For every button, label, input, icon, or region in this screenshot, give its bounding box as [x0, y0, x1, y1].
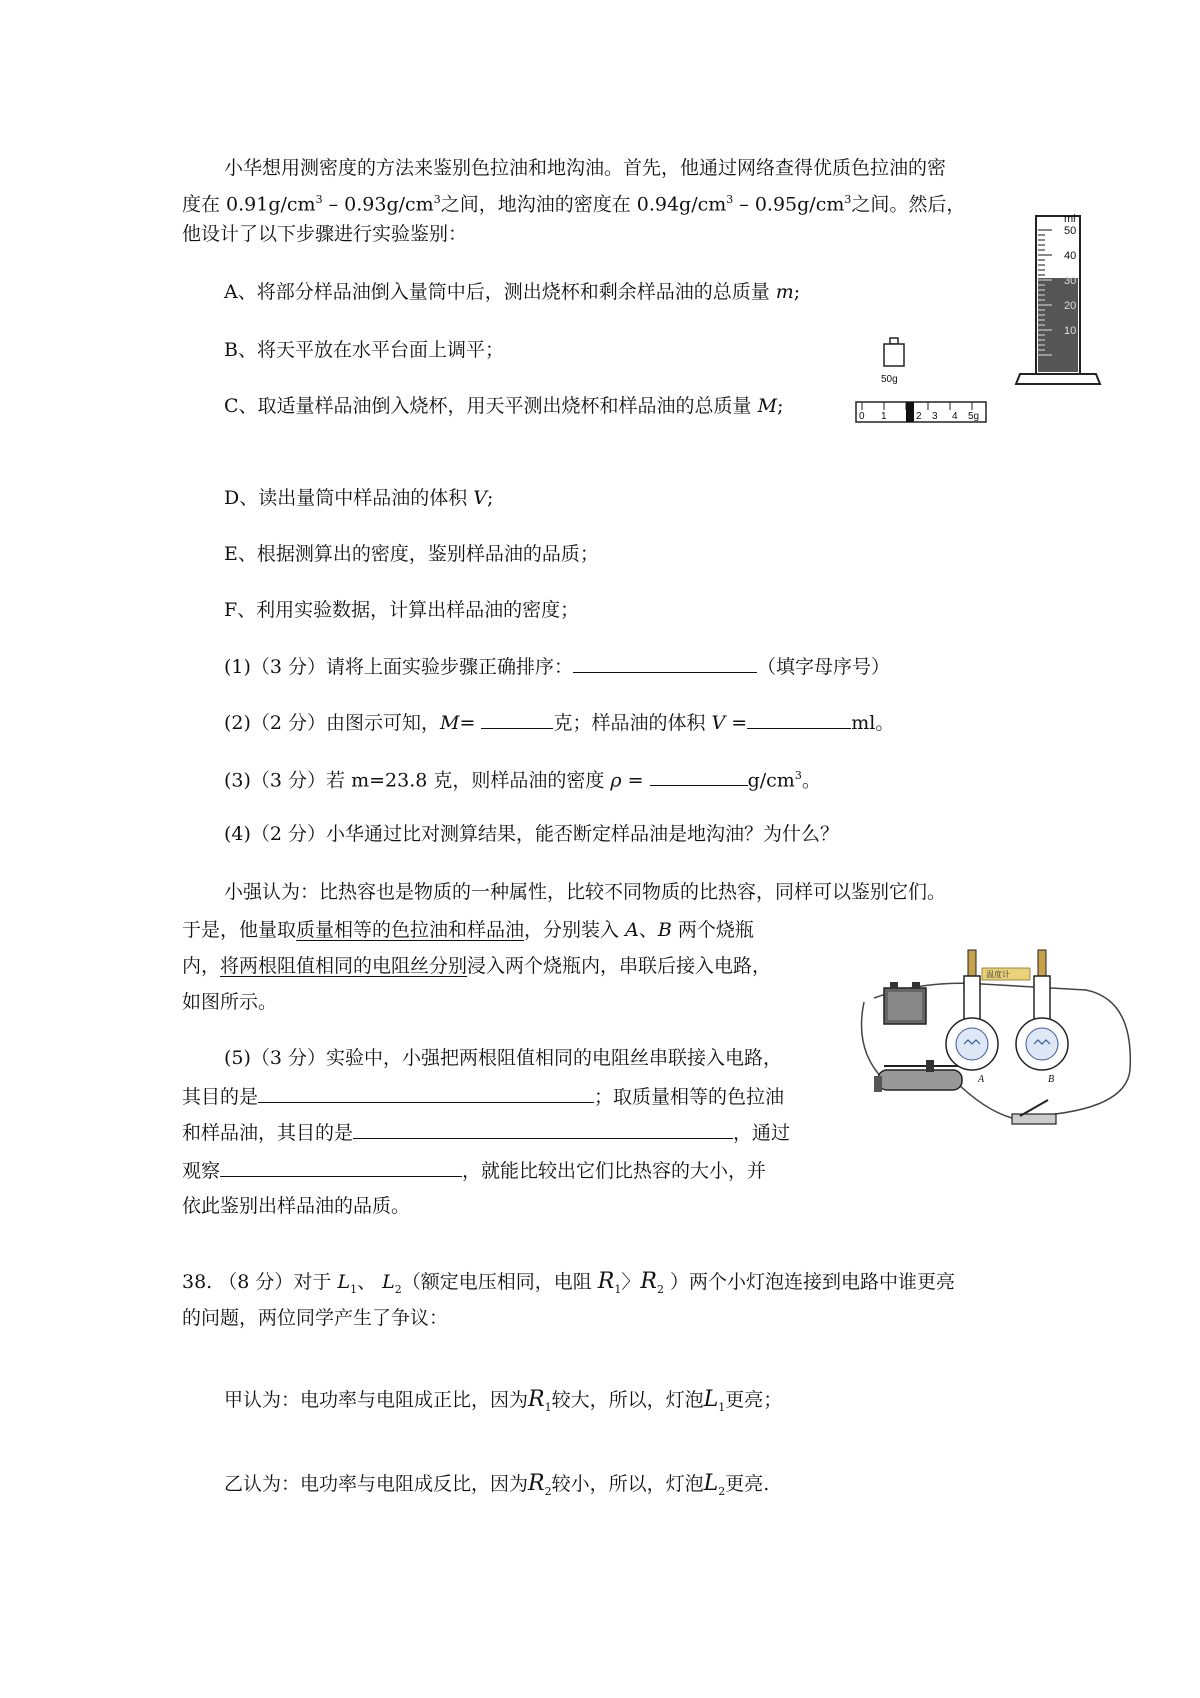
question-1	[224, 654, 890, 679]
variable-V: V	[711, 712, 726, 734]
step-c	[224, 394, 783, 418]
tick-label: 20	[1064, 300, 1077, 312]
q38-text: 38. （8 分）对于	[182, 1271, 338, 1293]
subscript: 2	[718, 1484, 726, 1498]
q38-text: （额定电压相同，电阻	[401, 1271, 598, 1293]
density-range-end: 之间。然后，	[851, 193, 966, 216]
battery-icon	[884, 982, 926, 1024]
answer-blank-volume[interactable]	[747, 710, 851, 729]
tick-label: 10	[1064, 325, 1077, 337]
para2-text: 两个烧瓶	[671, 919, 754, 941]
cylinder-unit-label: ml	[1064, 213, 1076, 225]
answer-blank-1[interactable]	[573, 654, 757, 673]
thermometer-label: 温度计	[986, 970, 1010, 979]
para2-text: 内，	[182, 955, 221, 977]
symbol-R: R	[597, 1269, 615, 1294]
para2-text-1: 小强认为：比热容也是物质的一种属性，比较不同物质的比热容，同样可以鉴别它们。	[224, 881, 947, 903]
q38-line-2	[182, 1306, 448, 1330]
para2-line-2	[182, 918, 754, 942]
symbol-R: R	[640, 1269, 657, 1294]
step-d-text: D、读出量筒中样品油的体积	[224, 487, 474, 509]
para2-line-3	[182, 954, 771, 978]
slider-rider	[906, 402, 914, 422]
para2-text: 如图所示。	[182, 991, 278, 1013]
step-b-text: B、将天平放在水平台面上调平；	[224, 339, 504, 361]
question-2-mid: 克；样品油的体积	[553, 712, 712, 734]
scale-label: 0	[859, 411, 865, 422]
circuit-figure	[834, 940, 1148, 1172]
question-2-text: (2)（2 分）由图示可知，	[224, 712, 441, 734]
q5-text: 其目的是	[182, 1086, 259, 1108]
density-range-start: 度在 0.91g/cm	[182, 193, 316, 216]
subscript: 2	[394, 1282, 402, 1296]
variable-M: M	[757, 395, 778, 417]
q5-line-1	[224, 1046, 782, 1070]
yi-statement	[224, 1472, 769, 1504]
step-c-text: C、取适量样品油倒入烧杯，用天平测出烧杯和样品油的总质量	[224, 395, 758, 417]
q5-text: 和样品油，其目的是	[182, 1122, 354, 1144]
scale-label: 3	[932, 411, 938, 422]
flask-a-caption: A	[978, 1074, 985, 1085]
symbol-R: R	[528, 1471, 545, 1496]
q5-text: 依此鉴别出样品油的品质。	[182, 1195, 411, 1217]
symbol-L: L	[703, 1471, 719, 1496]
question-3-text: (3)（3 分）若 m=23.8 克，则样品油的密度	[224, 769, 611, 792]
question-4	[224, 822, 839, 846]
q38-text: ）两个小灯泡连接到电路中谁更亮	[663, 1271, 955, 1293]
jia-statement	[224, 1388, 782, 1420]
scale-label: 5g	[968, 411, 980, 422]
step-e	[224, 542, 599, 566]
subscript: 2	[544, 1484, 552, 1498]
step-d	[224, 486, 493, 510]
symbol-L: L	[382, 1271, 395, 1293]
punctuation: ;	[777, 395, 784, 417]
step-f-text: F、利用实验数据，计算出样品油的密度；	[224, 599, 580, 621]
question-4-text: (4)（2 分）小华通过比对测算结果，能否断定样品油是地沟油？为什么？	[224, 823, 840, 845]
subscript: 1	[614, 1282, 622, 1296]
para2-text: 于是，他量取	[182, 919, 297, 941]
jia-text: 较大，所以，灯泡	[551, 1389, 704, 1411]
q5-text: ；取质量相等的色拉油	[594, 1086, 785, 1108]
para2-text: 浸入两个烧瓶内，串联后接入电路，	[467, 955, 772, 977]
unit-ml: ml。	[851, 712, 895, 734]
answer-blank-mass[interactable]	[481, 710, 553, 729]
punctuation: 、	[357, 1271, 383, 1293]
subscript: 1	[718, 1400, 726, 1414]
cylinder-base	[1016, 374, 1100, 384]
q5-text: 观察	[182, 1160, 221, 1182]
intro-line-1	[224, 156, 946, 180]
punctuation: 、	[638, 919, 658, 941]
subscript: 1	[350, 1282, 358, 1296]
unit-density: g/cm	[747, 769, 795, 792]
answer-blank-purpose-2[interactable]	[353, 1120, 733, 1139]
jia-text: 甲认为：电功率与电阻成正比，因为	[224, 1389, 529, 1411]
rho-symbol: ρ	[610, 769, 622, 792]
q5-line-5	[182, 1194, 410, 1218]
step-f	[224, 598, 579, 622]
flask-b-label: B	[657, 919, 672, 941]
answer-blank-observe[interactable]	[220, 1158, 462, 1177]
tick-label: 30	[1064, 275, 1077, 287]
question-1-text: (1)（3 分）请将上面实验步骤正确排序：	[224, 656, 574, 678]
step-a-text: A、将部分样品油倒入量筒中后，测出烧杯和剩余样品油的总质量	[224, 281, 776, 303]
punctuation: 。	[801, 769, 821, 792]
subscript: 1	[544, 1400, 552, 1414]
variable-m: m	[775, 281, 794, 303]
superscript: 3	[844, 193, 852, 206]
superscript: 3	[794, 769, 802, 782]
underlined-text: 质量相等的色拉油和样品油	[296, 919, 525, 941]
para2-text: ，分别装入	[524, 919, 626, 941]
q5-line-4	[182, 1158, 766, 1183]
density-range-part: – 0.93g/cm	[322, 193, 434, 216]
scale-label: 2	[916, 411, 922, 422]
step-a	[224, 280, 800, 304]
symbol-R: R	[528, 1387, 545, 1412]
q38-line-1	[182, 1270, 955, 1302]
equals: =	[621, 769, 650, 792]
symbol-L: L	[337, 1271, 351, 1293]
variable-M: M	[440, 712, 460, 734]
weight-label: 50g	[881, 374, 898, 385]
superscript: 3	[433, 193, 441, 206]
underlined-text: 将两根阻值相同的电阻丝分别	[220, 955, 468, 977]
yi-text: 更亮.	[725, 1473, 770, 1495]
answer-blank-purpose-1[interactable]	[258, 1084, 594, 1103]
greater-than: 〉	[621, 1271, 641, 1293]
density-range-part: – 0.95g/cm	[733, 193, 845, 216]
q38-text: 的问题，两位同学产生了争议：	[182, 1307, 449, 1329]
punctuation: ;	[487, 487, 494, 509]
equals: =	[459, 712, 482, 734]
q5-line-3	[182, 1120, 790, 1145]
yi-text: 较小，所以，灯泡	[551, 1473, 704, 1495]
equals: =	[725, 712, 748, 734]
graduated-cylinder-figure	[1012, 206, 1112, 392]
q5-line-2	[182, 1084, 784, 1109]
variable-V: V	[473, 487, 488, 509]
answer-blank-density[interactable]	[650, 767, 748, 786]
tick-label: 40	[1064, 250, 1077, 262]
intro-text-1: 小华想用测密度的方法来鉴别色拉油和地沟油。首先，他通过网络查得优质色拉油的密	[224, 157, 947, 179]
step-b	[224, 338, 504, 362]
step-e-text: E、根据测算出的密度，鉴别样品油的品质；	[224, 543, 599, 565]
superscript: 3	[726, 193, 734, 206]
jia-text: 更亮；	[725, 1389, 783, 1411]
q5-text: ，就能比较出它们比热容的大小，并	[462, 1160, 767, 1182]
intro-line-2	[182, 188, 965, 216]
scale-label: 4	[952, 411, 958, 422]
flask-a-label: A	[625, 919, 639, 941]
q5-text: ，通过	[733, 1122, 791, 1144]
yi-text: 乙认为：电功率与电阻成反比，因为	[224, 1473, 529, 1495]
intro-line-3	[182, 222, 467, 246]
q5-text: (5)（3 分）实验中，小强把两根阻值相同的电阻丝串联接入电路，	[224, 1047, 783, 1069]
question-1-hint: （填字母序号）	[757, 656, 891, 678]
flask-b-caption: B	[1048, 1074, 1055, 1085]
balance-weight-figure	[848, 332, 996, 450]
superscript: 3	[315, 193, 323, 206]
tick-label: 50	[1064, 225, 1077, 237]
punctuation: ;	[793, 281, 801, 303]
subscript: 2	[656, 1282, 664, 1296]
para2-line-1	[224, 880, 946, 904]
density-range-part: 之间，地沟油的密度在 0.94g/cm	[440, 193, 727, 216]
question-2	[224, 710, 894, 735]
symbol-L: L	[703, 1387, 719, 1412]
intro-text-3: 他设计了以下步骤进行实验鉴别：	[182, 223, 468, 245]
scale-label: 1	[881, 411, 887, 422]
para2-line-4	[182, 990, 277, 1014]
question-3	[224, 764, 821, 792]
